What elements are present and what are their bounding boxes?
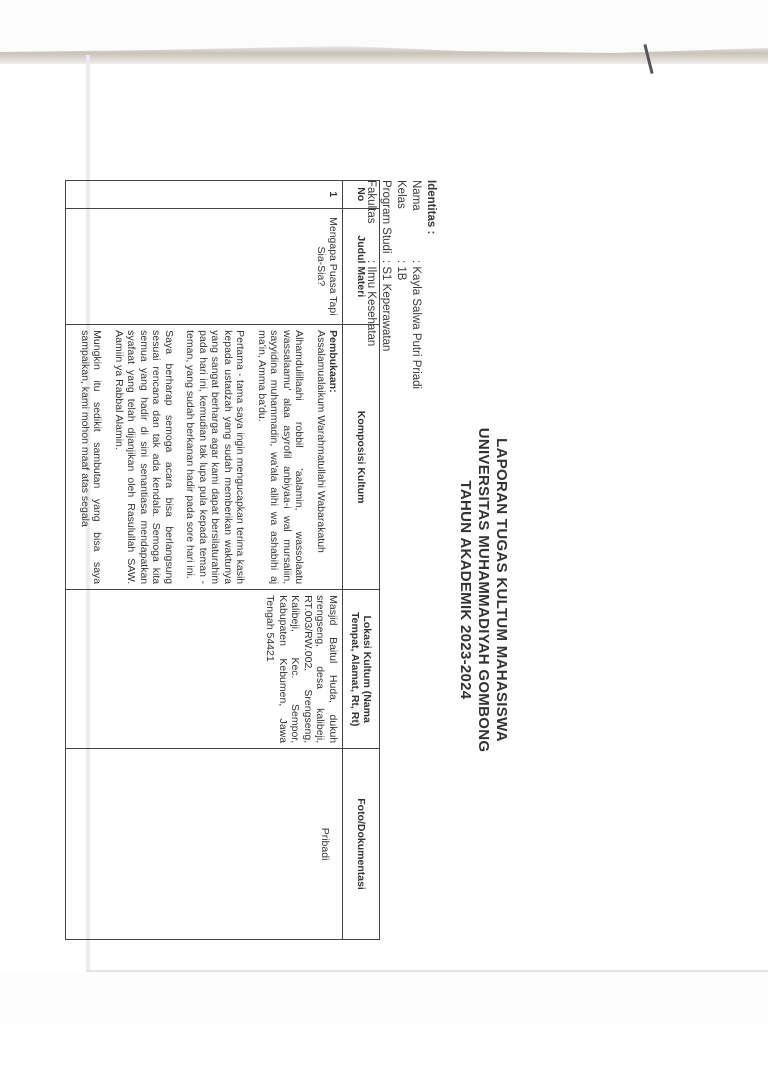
lokasi-text: Masjid Baitul Huda, dukuh srengseng, desa kalibeji, RT.003/RW.002, Srengseng, Kalibeji, Kec. Sempor, Kabupaten Kebumen, Jawa Tengah 54421 bbox=[264, 595, 339, 744]
cell-foto bbox=[66, 749, 343, 940]
komposisi-paragraph: Mungkin itu sedikit sambutan yang bisa saya sampaikan, kami mohon maaf atas segala bbox=[79, 330, 104, 585]
pembukaan-label: Pembukaan: bbox=[327, 330, 339, 393]
identity-row bbox=[378, 180, 393, 389]
background-bottom bbox=[0, 972, 768, 1024]
identity-label: Kelas bbox=[395, 180, 407, 209]
identity-value: : Ilmu Kesehatan bbox=[365, 260, 377, 347]
table-row bbox=[66, 181, 343, 940]
komposisi-paragraph: Saya berharap semoga acara bisa berlangsung sesuai rencana dan tak ada kendala. Semoga kita semua yang hadir di sini senantiasa mendapatkan syafaat yang telah dijanjikan oleh Rasulullah SAW. Aamiin ya Rabbal Alamin. bbox=[113, 330, 175, 585]
identity-value: : S1 Keperawatan bbox=[380, 260, 392, 352]
identity-value: : 1B bbox=[395, 260, 407, 281]
column-header-komposisi: Komposisi Kultum bbox=[343, 325, 380, 590]
column-header-no: No bbox=[343, 181, 380, 209]
cell-no: 1 bbox=[66, 181, 343, 209]
komposisi-paragraph: Assalamualaikum Warahmatullahi Wabarakatuh bbox=[315, 330, 327, 553]
kultum-table bbox=[66, 180, 381, 940]
column-header-lokasi: Lokasi Kultum (Nama Tempat, Alamat, Rt, Rt) bbox=[343, 590, 380, 749]
komposisi-paragraph: Pertama - tama saya ingin mengucapkan terima kasih kepada ustadzah yang sudah memberikan waktunya yang sangat berharga agar kami dapat bersilaturahim pada hari ini, kemudian tak lupa pula kepada teman - teman, yang sudah berkanan hadir pada sore hari ini. bbox=[184, 330, 247, 585]
identity-label: Program Studi bbox=[380, 180, 392, 254]
identity-heading: Identitas : bbox=[425, 180, 437, 235]
foto-text: Pribadi bbox=[319, 827, 331, 861]
cell-lokasi bbox=[66, 590, 343, 749]
header-title: LAPORAN TUGAS KULTUM MAHASISWA bbox=[493, 438, 510, 742]
header-university: UNIVERSITAS MUHAMMADIYAH GOMBONG bbox=[475, 427, 492, 753]
identity-label: Nama bbox=[410, 180, 422, 211]
identity-row bbox=[408, 180, 423, 389]
komposisi-paragraph: Alhamdulillaahi robbil 'aalamin, wassolaatu wassalaamu' alaa asyrofil anbiyaa-i wal mursaliin, sayyidina muhammadin, wa'ala alihi wa ashabihi aj ma'in, Amma ba'du. bbox=[256, 330, 306, 585]
identity-label: Fakultas bbox=[365, 180, 377, 224]
cell-komposisi bbox=[66, 325, 343, 590]
document-sheet bbox=[40, 110, 510, 1070]
report-header bbox=[456, 110, 510, 1070]
identity-row bbox=[393, 180, 408, 389]
cell-judul: Mengapa Puasa Tapi Sia-Sia? bbox=[66, 208, 343, 325]
table-header-row bbox=[343, 181, 380, 940]
column-header-judul: Judul Materi bbox=[343, 208, 380, 325]
column-header-foto: Foto/Dokumentasi bbox=[343, 749, 380, 940]
identity-value: : Kayla Salwa Putri Priadi bbox=[410, 260, 422, 390]
header-academic-year: TAHUN AKADEMIK 2023-2024 bbox=[457, 480, 474, 700]
